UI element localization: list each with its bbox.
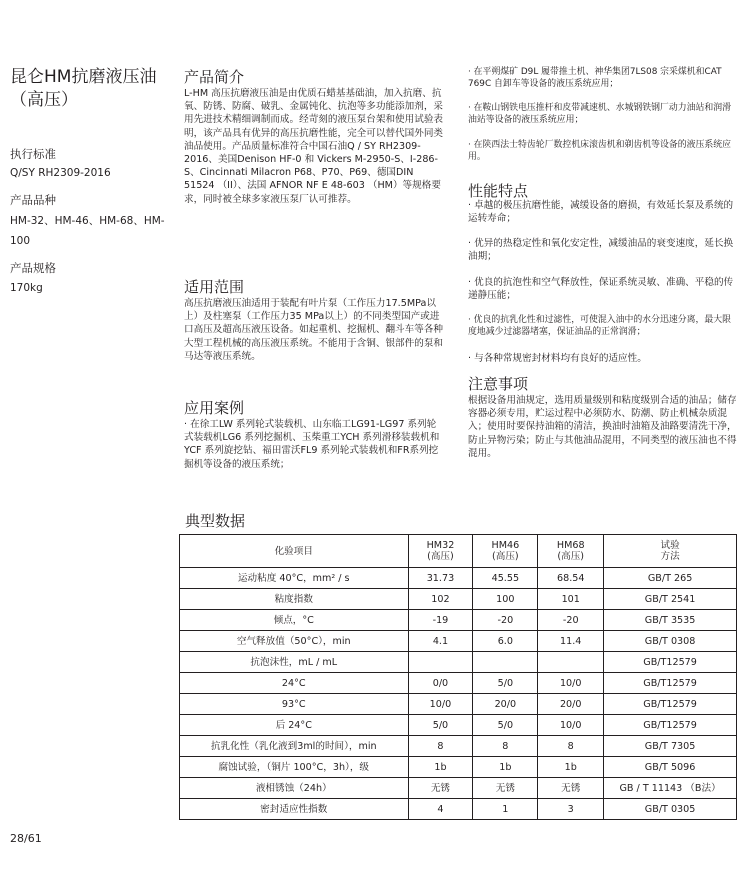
page-number: 28/61 [10, 832, 42, 845]
cell-hm46: 45.55 [473, 568, 538, 589]
table-header-row [180, 535, 737, 568]
table-row [180, 652, 737, 673]
notes-text: 根据设备用油规定，选用质量级别和粘度级别合适的油品；储存容器必须专用，贮运过程中必须防水、防潮、防止机械杂质混入；使用时要保持油箱的清洁，换油时油箱及油路要清洗干净，防止异物污染；防止与其他油品混用，不同类型的液压油也不得混用。 [468, 395, 737, 459]
cases-heading: 应用案例 [184, 399, 245, 417]
scope-text: 高压抗磨液压油适用于装配有叶片泵（工作压力17.5MPa以上）及柱塞泵（工作压力35 MPa以上）的不同类型国产或进口高压及超高压液压设备。如起重机、挖掘机、翻斗车等各种大型工程机械的高压液压系统。不能用于含铜、银部件的泵和马达等液压系统。 [184, 298, 444, 362]
table-row [180, 673, 737, 694]
cell-hm46: 8 [473, 736, 538, 757]
cell-item: 24°C [180, 673, 409, 694]
variety-value: HM-32、HM-46、HM-68、HM-100 [10, 215, 165, 247]
header-hm68: HM68 (高压) [538, 535, 604, 568]
cell-hm68: 1b [538, 757, 604, 778]
cell-method: GB/T 3535 [604, 610, 737, 631]
table-row [180, 589, 737, 610]
feature-item: · 优异的热稳定性和氧化安定性，减缓油品的衰变速度，延长换油期； [468, 238, 734, 263]
header-item: 化验项目 [180, 535, 409, 568]
typical-heading: 典型数据 [185, 512, 246, 530]
cell-hm46: -20 [473, 610, 538, 631]
cell-method: GB / T 11143 （B法） [604, 778, 737, 799]
standard-value: Q/SY RH2309-2016 [10, 167, 111, 179]
cell-hm46: 5/0 [473, 673, 538, 694]
cell-method: GB/T 5096 [604, 757, 737, 778]
cell-hm46: 20/0 [473, 694, 538, 715]
cell-item: 液相锈蚀（24h） [180, 778, 409, 799]
cell-hm68: 10/0 [538, 715, 604, 736]
table-row [180, 610, 737, 631]
cell-item: 抗泡沫性，mL / mL [180, 652, 409, 673]
cell-item: 密封适应性指数 [180, 799, 409, 820]
case-item: · 在平朔煤矿 D9L 履带推土机、神华集团7LS08 宗采煤机和CAT 769C 自卸车等设备的液压系统应用； [468, 67, 722, 90]
spec-value: 170kg [10, 282, 43, 294]
product-title: 昆仑HM抗磨液压油（高压） [10, 67, 157, 110]
cell-hm68: -20 [538, 610, 604, 631]
header-hm32: HM32 (高压) [408, 535, 473, 568]
cell-hm46: 1 [473, 799, 538, 820]
cell-hm32: 0/0 [408, 673, 473, 694]
notes-heading: 注意事项 [468, 375, 529, 393]
table-row [180, 778, 737, 799]
cell-hm32: 5/0 [408, 715, 473, 736]
cell-hm32: 10/0 [408, 694, 473, 715]
cell-method: GB/T 7305 [604, 736, 737, 757]
table-row [180, 736, 737, 757]
cell-hm68: 11.4 [538, 631, 604, 652]
cell-hm46 [473, 652, 538, 673]
table-row [180, 757, 737, 778]
feature-item: · 优良的抗泡性和空气释放性，保证系统灵敏、准确、平稳的传递静压能； [468, 277, 734, 302]
feature-item: · 优良的抗乳化性和过滤性，可使混入油中的水分迅速分离，最大限度地减少过滤器堵塞，保证油品的正常润滑； [468, 315, 732, 338]
cell-hm46: 100 [473, 589, 538, 610]
standard-label: 执行标准 [10, 147, 56, 161]
cell-item: 倾点，°C [180, 610, 409, 631]
cell-hm32: 4 [408, 799, 473, 820]
case-item: · 在陕西法士特齿轮厂数控机床滚齿机和剃齿机等设备的液压系统应用。 [468, 140, 732, 163]
spec-label: 产品规格 [10, 261, 56, 275]
intro-text: L-HM 高压抗磨液压油是由优质石蜡基基础油，加入抗磨、抗氧、防锈、防腐、破乳、金属钝化、抗泡等多功能添加剂，采用先进技术精细调制而成。经苛刻的液压泵台架和使用试验表明，该产品具有优异的高压抗磨性能，完全可以替代国外同类油品使用。产品质量标准符合中国石油Q / SY RH2309-2016、美国Denison HF-0 和 Vickers M-2950-S、I-286-S、Cincinnati Milacron P68、P70、P69、德国DIN 51524 （II）、法国 AFNOR NF E 48-603 （HM）等规格要求，同时被全球多家液压泵厂认可推荐。 [184, 88, 444, 205]
cell-hm46: 6.0 [473, 631, 538, 652]
table-row [180, 799, 737, 820]
cell-method: GB/T 0305 [604, 799, 737, 820]
cell-hm68: 无锈 [538, 778, 604, 799]
cell-hm32: 4.1 [408, 631, 473, 652]
cell-item: 空气释放值（50°C），min [180, 631, 409, 652]
cell-method: GB/T 0308 [604, 631, 737, 652]
cell-item: 粘度指数 [180, 589, 409, 610]
cell-hm46: 1b [473, 757, 538, 778]
case-item: · 在徐工LW 系列轮式装载机、山东临工LG91-LG97 系列轮式装载机LG6 系列挖掘机、玉柴重工YCH 系列滑移装载机和YCF 系列旋挖钻、福田雷沃FL9 系列轮式装载机和FR系列挖掘机等设备的液压系统； [184, 419, 440, 470]
header-hm46: HM46 (高压) [473, 535, 538, 568]
typical-data-table [179, 534, 737, 820]
cell-hm68: 68.54 [538, 568, 604, 589]
cell-item: 后 24°C [180, 715, 409, 736]
feature-item: · 与各种常规密封材料均有良好的适应性。 [468, 353, 647, 364]
cell-item: 腐蚀试验，（铜片 100°C，3h），级 [180, 757, 409, 778]
variety-label: 产品品种 [10, 193, 56, 207]
cell-hm68: 3 [538, 799, 604, 820]
cell-hm32: 8 [408, 736, 473, 757]
cell-hm32: 无锈 [408, 778, 473, 799]
table-row [180, 694, 737, 715]
cell-hm68: 8 [538, 736, 604, 757]
cell-item: 运动粘度 40°C，mm² / s [180, 568, 409, 589]
table-row [180, 631, 737, 652]
cell-method: GB/T12579 [604, 673, 737, 694]
cell-hm68: 20/0 [538, 694, 604, 715]
intro-heading: 产品简介 [184, 68, 245, 86]
cell-hm32: 1b [408, 757, 473, 778]
header-method: 试验 方法 [604, 535, 737, 568]
table-row [180, 568, 737, 589]
cell-item: 抗乳化性（乳化液到3ml的时间），min [180, 736, 409, 757]
cell-hm32 [408, 652, 473, 673]
cell-method: GB/T 265 [604, 568, 737, 589]
feature-item: · 卓越的极压抗磨性能，减缓设备的磨损，有效延长泵及系统的运转寿命； [468, 200, 734, 225]
cell-item: 93°C [180, 694, 409, 715]
cell-method: GB/T12579 [604, 715, 737, 736]
cell-method: GB/T12579 [604, 694, 737, 715]
features-heading: 性能特点 [468, 182, 529, 200]
table-row [180, 715, 737, 736]
cell-method: GB/T12579 [604, 652, 737, 673]
cell-hm32: -19 [408, 610, 473, 631]
cell-method: GB/T 2541 [604, 589, 737, 610]
cell-hm68: 101 [538, 589, 604, 610]
scope-heading: 适用范围 [184, 278, 245, 296]
cell-hm32: 31.73 [408, 568, 473, 589]
cell-hm68: 10/0 [538, 673, 604, 694]
cell-hm68 [538, 652, 604, 673]
cell-hm46: 5/0 [473, 715, 538, 736]
cell-hm46: 无锈 [473, 778, 538, 799]
cell-hm32: 102 [408, 589, 473, 610]
case-item: · 在鞍山钢铁电压推杆和皮带减速机、水城钢铁钢厂动力油站和润滑油站等设备的液压系统应用； [468, 103, 732, 126]
